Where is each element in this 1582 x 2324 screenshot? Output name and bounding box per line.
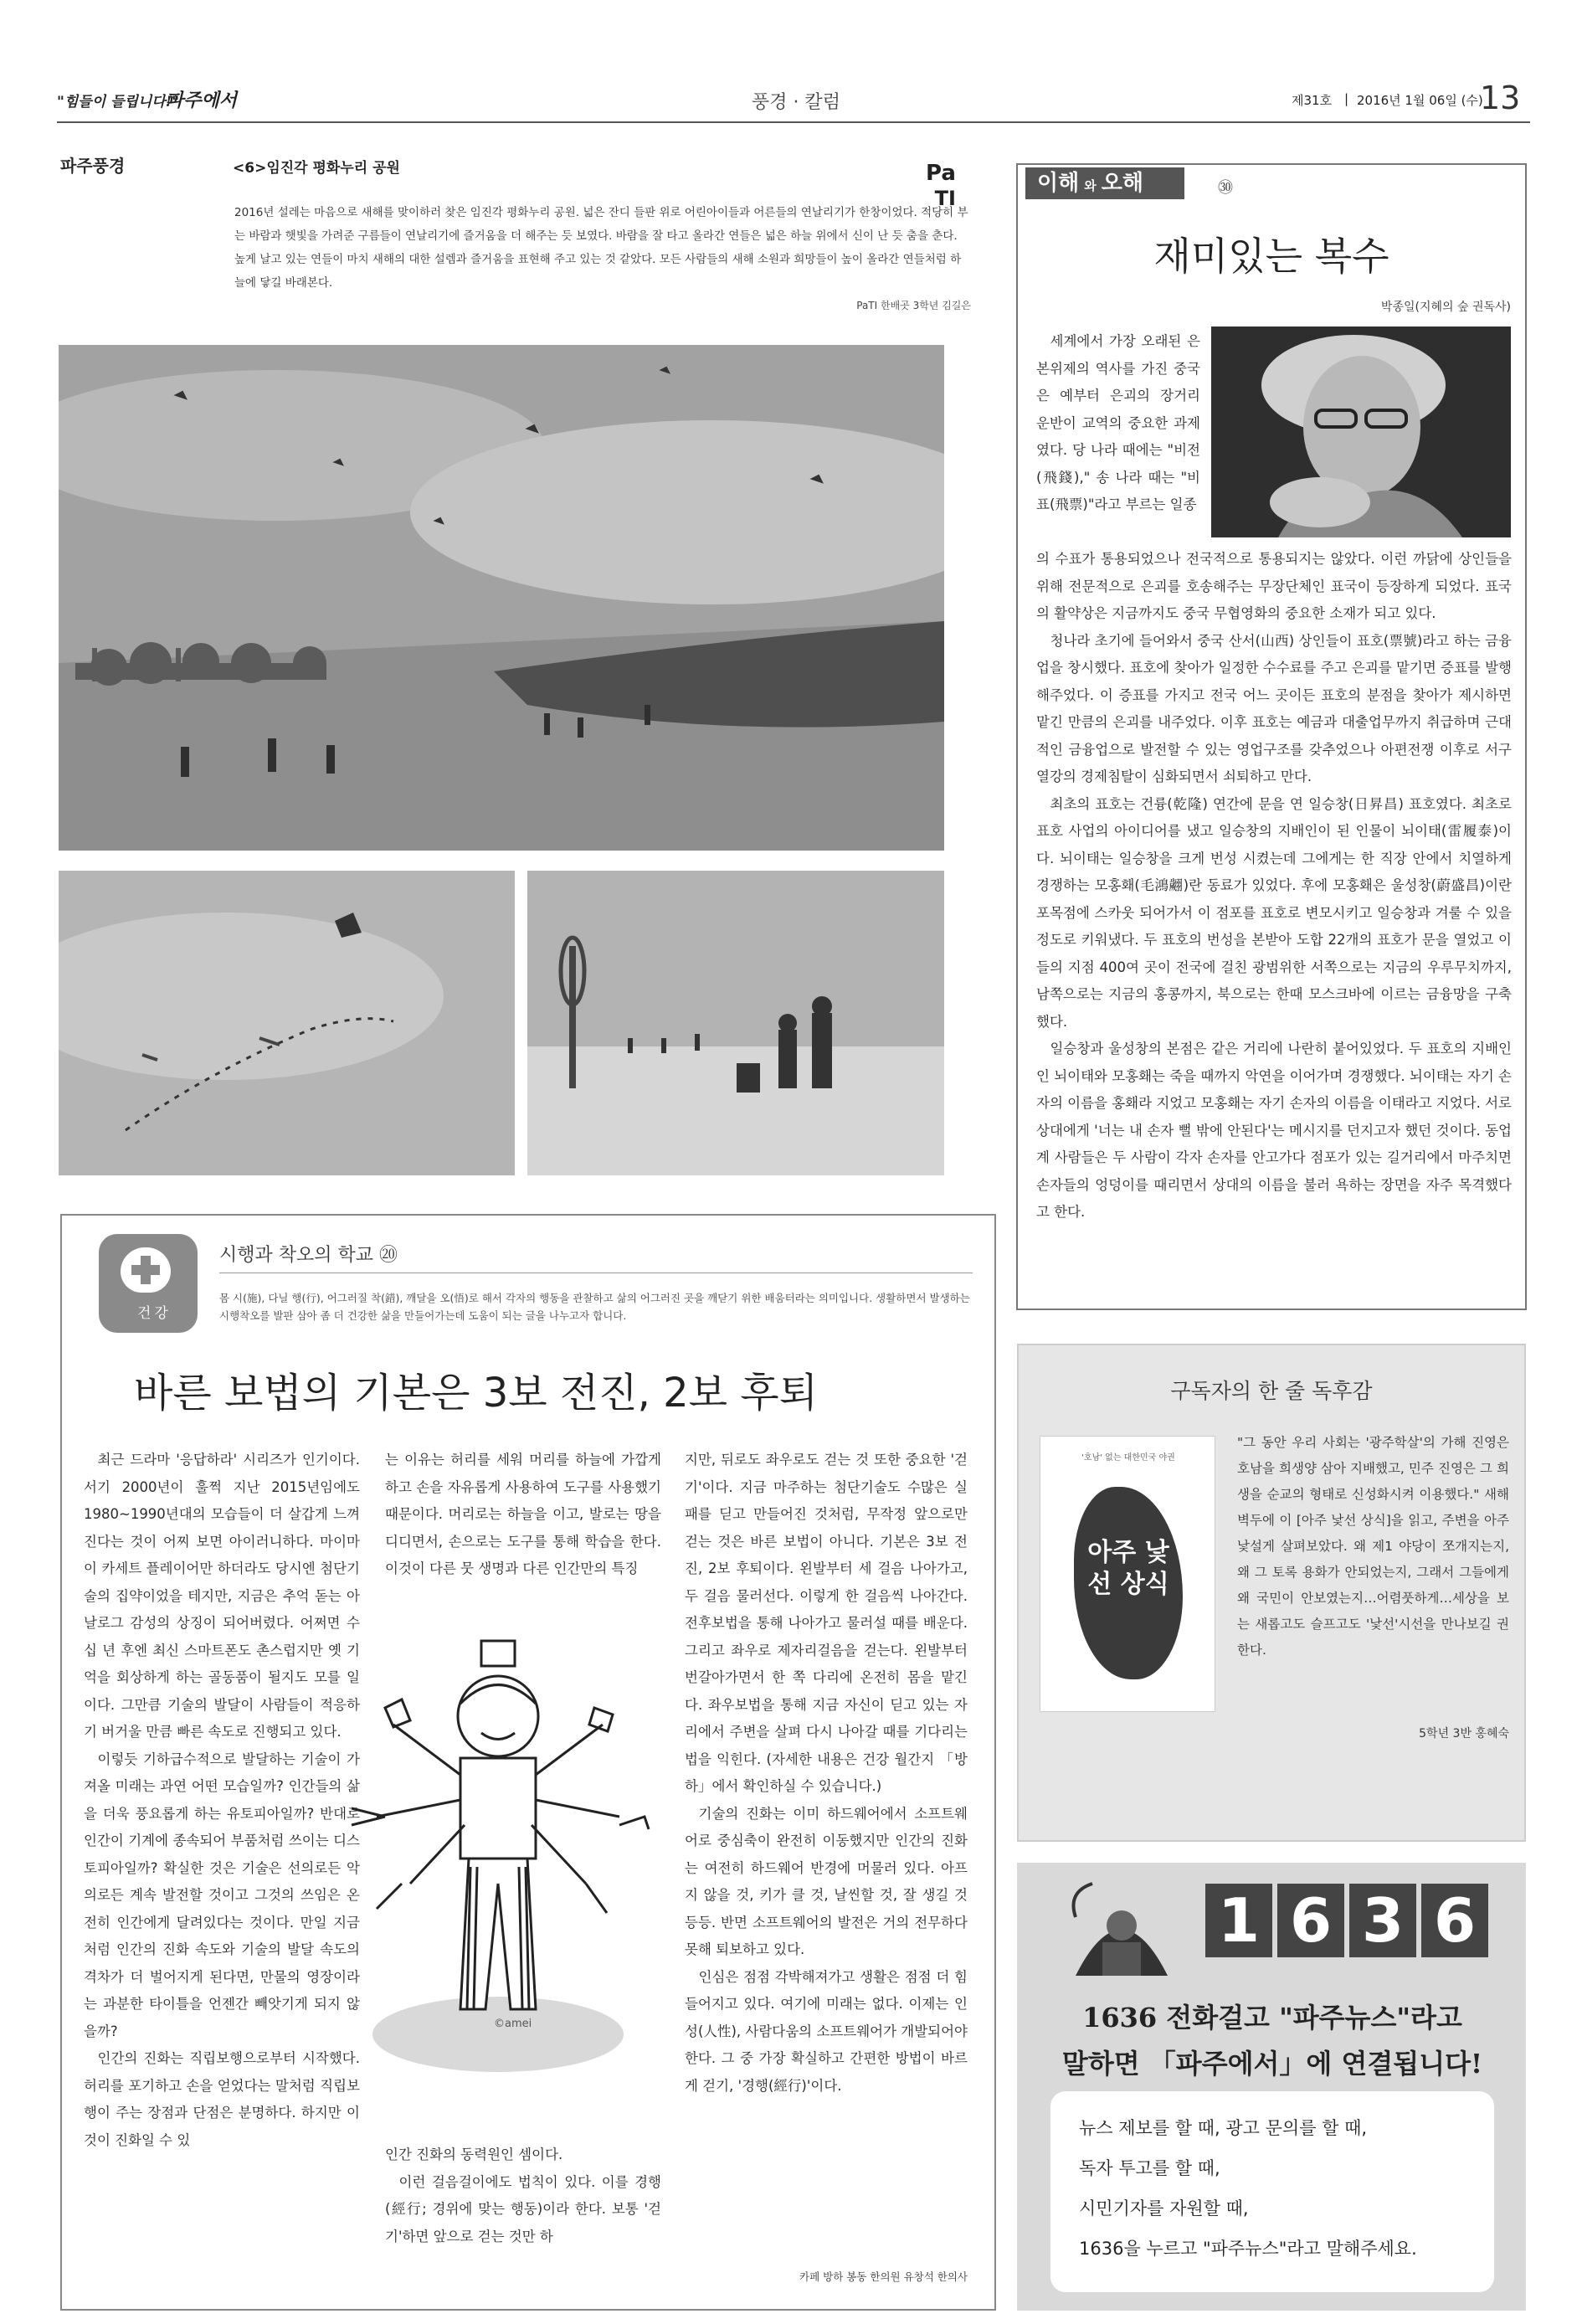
health-icon-label: 건강 (137, 1305, 172, 1322)
brand-logo: 파주에서 (166, 90, 238, 111)
column-series-title-2: 오해 (1101, 171, 1143, 196)
column-series-badge (1025, 167, 1184, 199)
review-title: 구독자의 한 줄 독후감 (1170, 1379, 1373, 1403)
author-portrait (1211, 326, 1511, 537)
landscape-body: 2016년 설레는 마음으로 새해를 맞이하러 찾은 임진각 평화누리 공원. 넓은 잔디 들판 위로 어린아이들과 어른들의 연날리기가 한창이었다. 적당히 부는 바람과 햇빛을 가려준 구름들이 연날리기에 즐거움을 더 해주는 듯 보였다. 바람을 잘 타고 올라간 연들은 넓은 하늘 위에서 신이 난 듯 춤을 춘다. 높게 날고 있는 연들이 마치 새해의 대한 설렘과 즐거움을 표현해 주고 있는 것 같았다. 모든 사람들의 새해 소원과 희망들이 높이 올라간 연들처럼 하늘에 닿길 바래본다. (234, 206, 968, 290)
health-credit: 카페 방하 봉동 한의원 유창석 한의사 (799, 2270, 968, 2283)
landscape-title: <6>임진각 평화누리 공원 (233, 160, 400, 177)
health-c1-p2: 이렇듯 기하급수적으로 발달하는 기술이 가져올 미래는 과연 어떤 모습일까? 인간들의 삶을 더욱 풍요롭게 하는 유토피아일까? 반대로 인간이 기계에 종속되어 부품처럼 쓰이는 디스토피아일까? 확실한 것은 기술은 선의로든 악의로든 계속 발전할 것이고 그것의 쓰임은 온전히 인간에게 달려있다는 것이다. 만일 지금처럼 인간의 진화 속도와 기술의 발달 속도의 격차가 더 벌어지게 된다면, 만물의 영장이라는 과분한 타이틀을 언젠간 빼앗기게 되지 않을까? (84, 1751, 360, 2039)
telephone-icon (1059, 1875, 1184, 1988)
health-c2-p3: 이런 걸음걸이에도 법칙이 있다. 이를 경행(經行; 경위에 맞는 행동)이라 한다. 보통 '걷기'하면 앞으로 걷는 것만 하 (385, 2173, 661, 2244)
header-divider: | (1344, 91, 1349, 106)
kite-scene-main (59, 345, 944, 851)
ad-digit-3: 3 (1349, 1884, 1416, 1957)
column-series-conj: 와 (1084, 178, 1097, 193)
pati-logo-top: Pa (926, 161, 956, 186)
health-col-2a (385, 1447, 661, 1583)
column-series-number: ㉚ (1218, 179, 1233, 197)
landscape-credit: PaTI 한배곳 3학년 김길은 (856, 300, 971, 311)
pati-logo-bottom: TI (934, 187, 956, 210)
book-subtitle: '호남' 없는 대한민국 야권 (1081, 1453, 1175, 1463)
column-para-4: 일승창과 울성창의 본점은 같은 거리에 나란히 붙어있었다. 두 표호의 지배인인 뇌이태와 모홍홰는 죽을 때까지 악연을 이어가며 경쟁했다. 뇌이태는 자기 손자의 이름을 홍홰라 지었고 모홍홰는 자기 손자의 이름을 이태라고 지었다. 서로 상대에게 '너는 내 손자 뻘 밖에 안된다'는 메시지를 던지고자 했던 것이다. 동업계 사람들은 두 사람이 각자 손자를 안고가다 점포가 있는 길거리에서 마주치면 손자들의 엉덩이를 때리면서 상대의 이름을 불러 욕하는 장면을 자주 목격했다고 한다. (1036, 1041, 1512, 1220)
landscape-label: 파주풍경 (60, 156, 126, 176)
ad-info-line-3: 시민기자를 자원할 때, (1079, 2198, 1249, 2219)
health-c2-p2: 인간 진화의 동력원인 셈이다. (385, 2147, 563, 2162)
column-author-photo (1211, 326, 1511, 537)
health-icon-badge (99, 1234, 198, 1333)
ad-digit-1: 1 (1205, 1884, 1272, 1957)
masthead (57, 80, 1530, 117)
column-para-2: 청나라 초기에 들어와서 중국 산서(山西) 상인들이 표호(票號)라고 하는 금융업을 창시했다. 표호에 찾아가 일정한 수수료를 주고 은괴를 맡기면 증표를 발행해주었다. 이 증표를 가지고 전국 어느 곳이든 표호의 분점을 찾아가 제시하면 맡긴 만큼의 은괴를 내주었다. 이후 표호는 예금과 대출업무까지 취급하며 근대적인 금융업으로 발전할 수 있는 영업구조를 갖추었으나 아편전쟁 이후로 서구열강의 경제침탈이 심화되면서 쇠퇴하고 만다. (1036, 632, 1512, 784)
kite-scene-left (59, 871, 515, 1175)
health-c1-p3: 인간의 진화는 직립보행으로부터 시작했다. 허리를 포기하고 손을 얻었다는 말처럼 직립보행이 주는 장점과 단점은 분명하다. 하지만 이것이 진화일 수 있 (84, 2050, 360, 2148)
book-cover (1040, 1436, 1215, 1712)
health-c1-p1: 최근 드라마 '응답하라' 시리즈가 인기이다. 서기 2000년이 훌쩍 지난 2015년임에도 1980~1990년대의 모습들이 더 살갑게 느껴진다는 것이 어찌 보면 아이러니하다. 마이마이 카세트 플레이어만 하더라도 당시엔 첨단기술의 집약이었을 테지만, 지금은 추억 돋는 아날로그 감성의 상징이 되어버렸다. 어쩌면 수십 년 후엔 최신 스마트폰도 촌스럽지만 옛 기억을 회상하게 하는 골동품이 될지도 모를 일이다. 그만큼 기술의 발달이 사람들이 적응하기 버거울 만큼 빠른 속도로 진행되고 있다. (84, 1452, 360, 1740)
health-c3-p1: 지만, 뒤로도 좌우로도 걷는 것 또한 중요한 '걷기'이다. 지금 마주하는 첨단기술도 수많은 실패를 딛고 만들어진 것처럼, 무작정 앞으로만 걷는 것은 바른 보법이 아니다. 기본은 3보 전진, 2보 후퇴이다. 왼발부터 세 걸음 나아가고, 두 걸음 물러선다. 이렇게 한 걸음씩 나아간다. 전후보법을 통해 나아가고 물러설 때를 배운다. 그리고 좌우로 제자리걸음을 걷는다. 왼발부터 번갈아가면서 한 쪽 다리에 온전히 몸을 맡긴다. 좌우보법을 통해 지금 자신이 딛고 있는 자리에서 주변을 살펴 다시 나아갈 때를 기다리는 법을 익힌다. (자세한 내용은 건강 월간지 「방하」에서 확인하실 수 있습니다.) (685, 1452, 968, 1794)
ad-info-line-2: 독자 투고를 할 때, (1079, 2158, 1220, 2178)
ad-info-line-4: 1636을 누르고 "파주뉴스"라고 말해주세요. (1079, 2239, 1417, 2259)
column-para-1b: 의 수표가 통용되었으나 전국적으로 통용되지는 않았다. 이런 까닭에 상인들을 위해 전문적으로 은괴를 호송해주는 무장단체인 표국이 등장하게 되었다. 표국의 활약상은 지금까지도 중국 무협영화의 중요한 소재가 되고 있다. (1036, 551, 1512, 621)
column-para-1a: 세계에서 가장 오래된 은본위제의 역사를 가진 중국은 예부터 은괴의 장거리 운반이 교역의 중요한 과제였다. 당 나라 때에는 "비전(飛錢)," 송 나라 때는 "비표(飛票)"라고 부르는 일종 (1036, 333, 1200, 512)
review-author: 5학년 3반 홍혜숙 (1419, 1727, 1509, 1740)
issue-number: 제31호 (1292, 93, 1333, 108)
walking-man-illustration (326, 1616, 670, 2085)
illustration-credit: ©amei (494, 2018, 532, 2030)
health-headline: 바른 보법의 기본은 3보 전진, 2보 후퇴 (134, 1370, 819, 1417)
book-title: 아주 낯선 상식 (1087, 1538, 1169, 1599)
ad-line-1: 1636 전화걸고 "파주뉴스"라고 (1082, 2002, 1462, 2034)
phone-operator-icon (1059, 1875, 1184, 1988)
health-series: 시행과 착오의 학교 ⑳ (219, 1245, 398, 1266)
section-title: 풍경 · 칼럼 (752, 92, 840, 113)
page-number: 13 (1480, 80, 1521, 116)
kite-photo-left (59, 871, 515, 1175)
health-c2-p1: 는 이유는 허리를 세워 머리를 하늘에 가깝게 하고 손을 자유롭게 사용하여 도구를 사용했기 때문이다. 머리로는 하늘을 이고, 발로는 땅을 디디면서, 손으로는 도구를 통해 학습을 한다. 이것이 다른 뭇 생명과 다른 인간만의 특징 (385, 1452, 661, 1576)
kite-photo-right (527, 871, 944, 1175)
multi-arm-man-drawing (326, 1616, 670, 2085)
health-col-2b (385, 2141, 661, 2250)
ad-info-line-1: 뉴스 제보를 할 때, 광고 문의를 할 때, (1079, 2118, 1368, 2138)
health-col-1 (84, 1447, 360, 2154)
review-text: "그 동안 우리 사회는 '광주학살'의 가해 진영은 호남을 희생양 삼아 지배했고, 민주 진영은 그 희생을 순교의 형태로 신성화시켜 이용했다." 새해 벽두에 이 [아주 낯선 상식]을 읽고, 주변을 아주 낯설게 살펴보았다. 왜 제1 야당이 쪼개지는지, 왜 그 토록 용화가 안되었는지, 그래서 그들에게 왜 국민이 안보였는지…어렴풋하게…세상을 보는 새롭고도 슬프고도 '낯선'시선을 만나보길 권한다. (1237, 1435, 1509, 1658)
ad-line-2: 말하면 「파주에서」에 연결됩니다! (1061, 2048, 1483, 2080)
kite-photo-main (59, 345, 944, 851)
health-c3-p2: 기술의 진화는 이미 하드웨어에서 소프트웨어로 중심축이 완전히 이동했지만 인간의 진화는 여전히 하드웨어 반경에 머물러 있다. 아프지 않을 것, 키가 클 것, 날씬할 것, 잘 생길 것 등등. 반면 소프트웨어의 발전은 거의 전무하다 못해 퇴보하고 있다. (685, 1805, 968, 1957)
slogan: "힘들이 들립니다!" (57, 94, 180, 111)
header-rule (57, 121, 1530, 123)
issue-date: 2016년 1월 06일 (수) (1357, 93, 1483, 108)
ad-info-box (1050, 2091, 1494, 2292)
column-body (1036, 546, 1512, 1226)
ad-digit-2: 6 (1277, 1884, 1344, 1957)
column-headline: 재미있는 복수 (1153, 234, 1389, 279)
health-c3-p3: 인심은 점점 각박해져가고 생활은 점점 더 힘들어지고 있다. 여기에 미래는 없다. 이제는 인성(人性), 사람다움의 소프트웨어가 개발되어야 한다. 그 중 가장 확실하고 간편한 방법이 바르게 걷기, '경행(經行)'이다. (685, 1968, 968, 2094)
ad-digit-4: 6 (1421, 1884, 1488, 1957)
ad-number-display (1205, 1884, 1488, 1957)
health-intro: 몸 시(施), 다닐 행(行), 어그러질 착(錯), 깨달을 오(悟)로 해서 각자의 행동을 관찰하고 삶의 어그러진 곳을 깨닫기 위한 배움터라는 의미입니다. 생활하면서 발생하는 시행착오를 발판 삼아 좀 더 건강한 삶을 만들어가는데 도움이 되는 글을 나누고자 합니다. (219, 1292, 970, 1322)
column-para-3: 최초의 표호는 건륭(乾隆) 연간에 문을 연 일승창(日昇昌) 표호였다. 최초로 표호 사업의 아이디어를 냈고 일승창의 지배인이 된 인물이 뇌이태(雷履泰)이다. 뇌이태는 일승창을 크게 번성 시켰는데 그에게는 한 직장 안에서 치열하게 경쟁하는 모홍홰(毛鴻翽)란 동료가 있었다. 후에 모홍홰은 울성창(蔚盛昌)이란 포목점에 스카웃 되어가서 이 점포를 표호로 변모시키고 일승창과 겨룰 수 있을 정도로 키워냈다. 두 표호의 번성을 본받아 도합 22개의 표호가 문을 열었고 이들의 지점 400여 곳이 전국에 걸친 광범위한 서쪽으로는 지금의 우루무치까지, 남쪽으로는 지금의 홍콩까지, 북으로는 한때 모스크바에 이르는 금융망을 구축했다. (1036, 795, 1512, 1030)
column-author: 박종일(지혜의 숲 권독사) (1380, 301, 1511, 314)
column-series-title-1: 이해 (1037, 171, 1080, 196)
health-col-3 (685, 1447, 968, 2100)
kite-scene-right (527, 871, 944, 1175)
